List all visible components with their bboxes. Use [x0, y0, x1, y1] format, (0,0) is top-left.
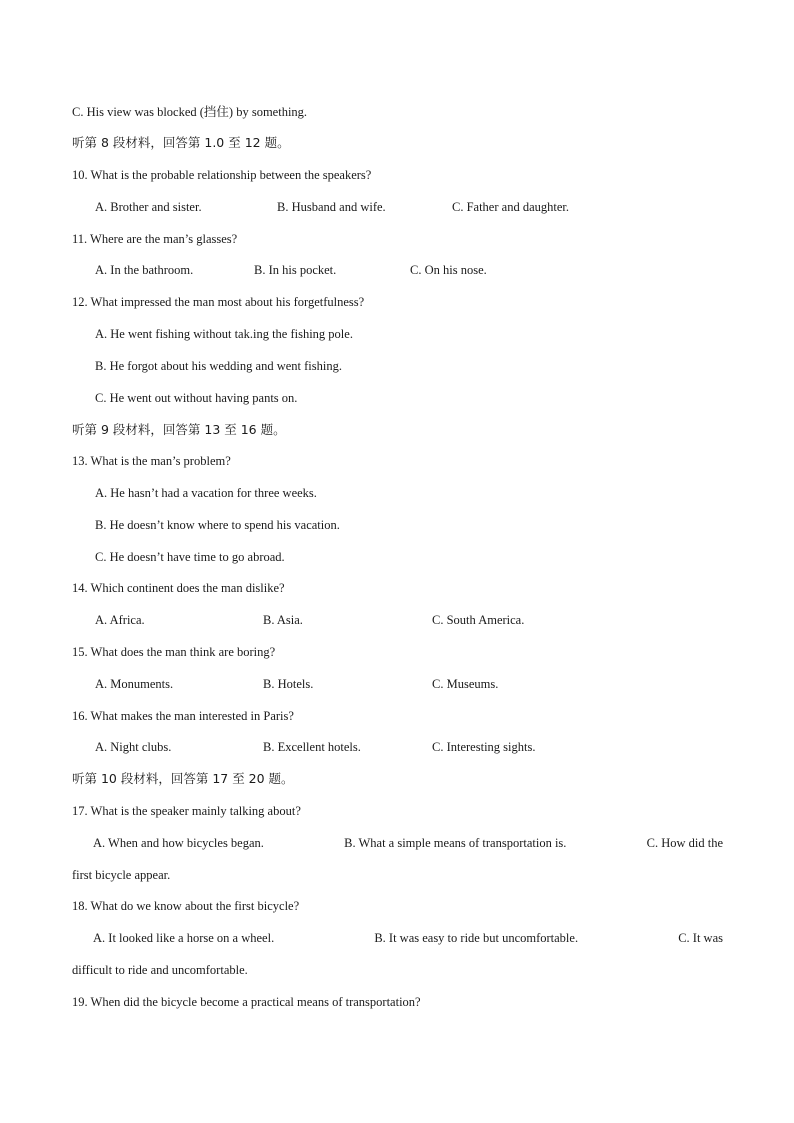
options-18: [72, 930, 723, 978]
option-18a: A. It looked like a horse on a wheel.: [93, 931, 275, 945]
options-17-line-1: [72, 835, 723, 851]
option-12b: B. He forgot about his wedding and went fishing.: [95, 359, 342, 373]
option-10b: B. Husband and wife.: [277, 200, 386, 214]
option-14c: C. South America.: [432, 613, 525, 627]
question-11: 11. Where are the man’s glasses?: [72, 232, 238, 246]
option-17c: C. How did the: [646, 836, 723, 850]
section-8-heading: 听第 8 段材料，回答第 1.0 至 12 题。: [72, 135, 290, 150]
option-14a: A. Africa.: [95, 613, 145, 627]
option-16c: C. Interesting sights.: [432, 740, 536, 754]
option-16b: B. Excellent hotels.: [263, 740, 361, 754]
option-13c: C. He doesn’t have time to go abroad.: [95, 550, 285, 564]
question-13: 13. What is the man’s problem?: [72, 454, 231, 468]
option-16a: A. Night clubs.: [95, 740, 172, 754]
option-15b: B. Hotels.: [263, 677, 314, 691]
question-17: 17. What is the speaker mainly talking about?: [72, 804, 301, 818]
option-18c-continued: difficult to ride and uncomfortable.: [72, 963, 248, 977]
option-11b: B. In his pocket.: [254, 263, 337, 277]
option-13b: B. He doesn’t know where to spend his vacation.: [95, 518, 340, 532]
question-15: 15. What does the man think are boring?: [72, 645, 276, 659]
option-11a: A. In the bathroom.: [95, 263, 194, 277]
question-10: 10. What is the probable relationship between the speakers?: [72, 168, 372, 182]
question-16: 16. What makes the man interested in Paris?: [72, 709, 294, 723]
option-9c: C. His view was blocked (挡住) by something.: [72, 105, 308, 119]
option-13a: A. He hasn’t had a vacation for three weeks.: [95, 486, 317, 500]
option-10c: C. Father and daughter.: [452, 200, 569, 214]
question-19: 19. When did the bicycle become a practical means of transportation?: [72, 995, 421, 1009]
question-12: 12. What impressed the man most about his forgetfulness?: [72, 295, 365, 309]
options-17: [72, 835, 723, 883]
option-12c: C. He went out without having pants on.: [95, 391, 298, 405]
section-10-heading: 听第 10 段材料，回答第 17 至 20 题。: [72, 771, 294, 786]
options-18-line-1: [72, 930, 723, 946]
option-17b: B. What a simple means of transportation is.: [344, 836, 567, 850]
option-15a: A. Monuments.: [95, 677, 174, 691]
option-17c-continued: first bicycle appear.: [72, 868, 171, 882]
option-18b: B. It was easy to ride but uncomfortable.: [374, 931, 579, 945]
option-12a: A. He went fishing without tak.ing the fishing pole.: [95, 327, 353, 341]
question-14: 14. Which continent does the man dislike?: [72, 581, 285, 595]
option-15c: C. Museums.: [432, 677, 499, 691]
option-10a: A. Brother and sister.: [95, 200, 202, 214]
question-18: 18. What do we know about the first bicycle?: [72, 899, 300, 913]
option-11c: C. On his nose.: [410, 263, 487, 277]
option-17a: A. When and how bicycles began.: [93, 836, 264, 850]
option-14b: B. Asia.: [263, 613, 303, 627]
section-9-heading: 听第 9 段材料，回答第 13 至 16 题。: [72, 422, 286, 437]
option-18c: C. It was: [678, 931, 723, 945]
